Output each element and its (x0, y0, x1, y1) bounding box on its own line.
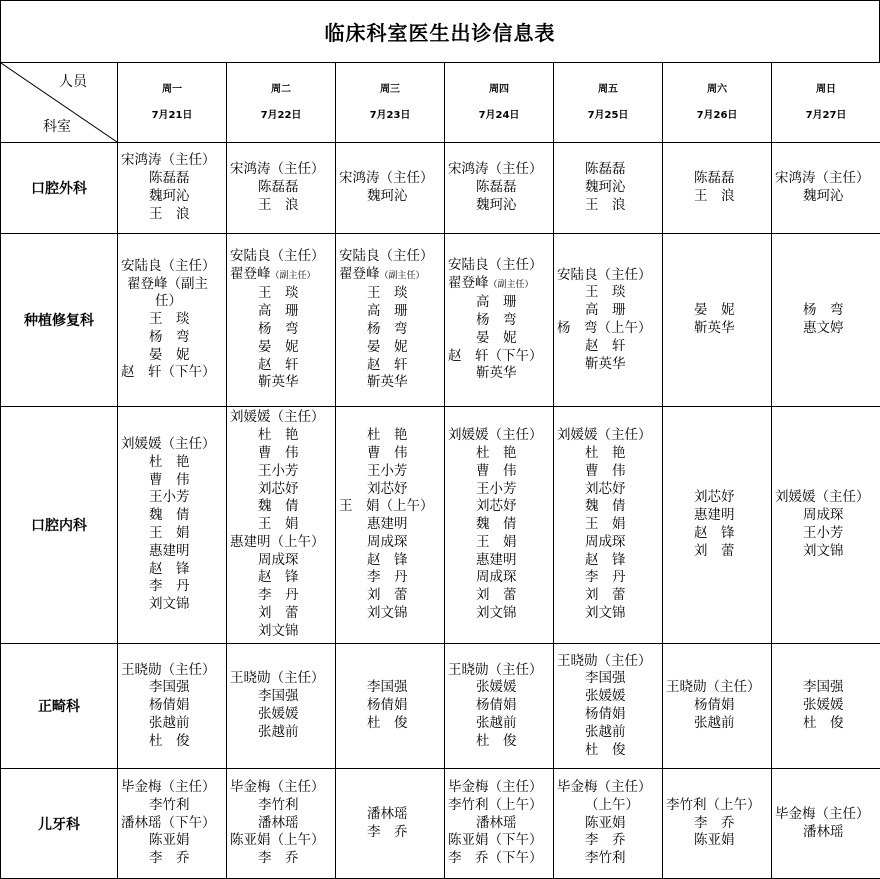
doctor: 赵 轩（下午） (121, 364, 216, 381)
doctor: 王小芳 (149, 489, 190, 506)
doctor: 陈磊磊 (476, 179, 517, 196)
doctor: 王 娟 (476, 533, 517, 550)
doctor: 杨 弯（上午） (557, 320, 652, 336)
doctor: 刘 蕾 (367, 587, 408, 604)
day-header (118, 63, 227, 143)
doctor: 靳英华 (476, 365, 517, 382)
schedule-cell (772, 234, 880, 407)
doctor: 杜 艳 (476, 444, 517, 461)
doctor: 李国强 (367, 679, 408, 696)
doctor: 赵 锋 (149, 560, 190, 577)
weekday: 周五 (598, 83, 618, 95)
doctor: 周成琛 (258, 551, 299, 568)
doctor: 高 珊 (585, 302, 626, 319)
doctor: 王 琰 (258, 285, 299, 302)
doctor: 王晓勋（主任） (230, 670, 325, 687)
doctor-with-title (448, 275, 550, 295)
doctor: 刘芯妤 (476, 498, 517, 515)
doctor: 李 乔 (585, 832, 626, 849)
doctor: 陈亚娟（上午） (230, 832, 325, 849)
doctor: 王 浪 (585, 196, 626, 213)
dept-name: 种植修复科 (1, 234, 118, 407)
doctor: 李竹利 (258, 796, 299, 813)
doctor: 刘 蕾 (476, 587, 517, 604)
doctor: 任） (155, 293, 182, 310)
dept-name: 口腔外科 (1, 143, 118, 234)
doctor: 魏 倩 (258, 498, 299, 515)
doctor: 杜 艳 (585, 444, 626, 461)
doctor: 刘媛媛（主任） (557, 427, 652, 444)
doctor: 安陆良（主任） (339, 247, 434, 264)
doctor: 刘文锦 (258, 622, 299, 639)
doctor: 李 丹 (149, 578, 190, 595)
doctor: 宋鸿涛（主任） (339, 170, 434, 187)
schedule-cell (227, 234, 336, 407)
schedule-cell (445, 143, 554, 234)
doctor: 刘文锦 (149, 596, 190, 613)
day-header (445, 63, 554, 143)
doctor: 安陆良（主任） (121, 257, 216, 274)
title-bar (0, 0, 880, 62)
doctor: 毕金梅（主任） (775, 805, 870, 822)
schedule-cell (772, 407, 880, 644)
day-header (772, 63, 880, 143)
doctor: 翟登峰 (448, 274, 489, 291)
doctor: 张媛媛 (585, 688, 626, 705)
doctor: 刘文锦 (585, 605, 626, 622)
schedule-cell (227, 407, 336, 644)
weekday: 周二 (271, 83, 291, 95)
doctor-with-title (339, 266, 441, 286)
doctor: 魏 倩 (476, 516, 517, 533)
doctor: 杨 弯 (476, 312, 517, 329)
doctor: 魏 倩 (149, 507, 190, 524)
doctor: 赵 轩（下午） (448, 347, 543, 364)
header-row (1, 63, 880, 143)
doctor: 张越前 (149, 714, 190, 731)
doctor: 杨倩娟 (585, 706, 626, 722)
corner-cell (1, 63, 118, 143)
doctor: 李竹利（上午） (666, 796, 761, 813)
doctor: 张媛媛 (476, 679, 517, 696)
doctor: 安陆良（主任） (230, 247, 325, 264)
doctor: 赵 锋 (585, 551, 626, 568)
doctor: 晏 妮 (258, 338, 299, 355)
doctor: 李 丹 (367, 569, 408, 586)
doctor: 周成琛 (367, 533, 408, 550)
schedule-cell (445, 407, 554, 644)
schedule-cell (118, 407, 227, 644)
doctor: 晏 妮 (367, 338, 408, 355)
doctor: 张媛媛 (258, 706, 299, 722)
doctor: 陈亚娟（下午） (448, 832, 543, 849)
doctor: 毕金梅（主任） (121, 779, 216, 795)
doctor: 赵 锋 (258, 569, 299, 586)
doctor: 杨倩娟 (694, 697, 735, 714)
date: 7月21日 (151, 109, 193, 121)
doctor: 刘媛媛（主任） (448, 427, 543, 444)
doctor-title: （副主任） (379, 270, 425, 281)
doctor: 陈磊磊 (149, 170, 190, 187)
doctor: 李 乔 (258, 850, 299, 867)
schedule-cell (118, 769, 227, 879)
doctor: 王 娟 (258, 516, 299, 533)
doctor: 毕金梅（主任） (557, 779, 652, 795)
schedule-cell (118, 644, 227, 769)
doctor: 曹 伟 (258, 444, 299, 461)
schedule-cell (336, 407, 445, 644)
doctor: 赵 轩 (258, 356, 299, 373)
doctor: 陈亚娟 (149, 832, 190, 849)
date: 7月24日 (478, 109, 520, 121)
schedule-cell (554, 769, 663, 879)
schedule-cell (336, 234, 445, 407)
doctor: 刘芯妤 (367, 480, 408, 497)
doctor: 刘媛媛（主任） (121, 436, 216, 453)
doctor: 曹 伟 (367, 444, 408, 461)
doctor: 杜 俊 (149, 732, 190, 749)
doctor: 陈磊磊 (694, 170, 735, 187)
doctor: 杨倩娟 (476, 697, 517, 714)
date: 7月23日 (369, 109, 411, 121)
schedule-cell (772, 769, 880, 879)
dept-name: 正畸科 (1, 644, 118, 769)
dept-row-implant (1, 234, 880, 407)
doctor: 刘媛媛（主任） (230, 409, 325, 426)
dept-row-orthodontics (1, 644, 880, 769)
doctor: 张媛媛 (803, 697, 844, 714)
doctor: 杨 弯 (149, 328, 190, 345)
doctor: 杜 俊 (585, 741, 626, 758)
doctor: 惠建明 (367, 516, 408, 533)
doctor: 赵 轩 (585, 337, 626, 354)
doctor-title: （副主任） (270, 270, 316, 281)
schedule-cell (336, 644, 445, 769)
doctor: 晏 妮 (149, 346, 190, 363)
doctor: 惠建明 (694, 507, 735, 524)
doctor: 靳英华 (367, 374, 408, 391)
doctor: 赵 轩 (367, 356, 408, 373)
day-header (336, 63, 445, 143)
doctor: 曹 伟 (476, 462, 517, 479)
doctor: 魏珂沁 (803, 188, 844, 204)
doctor: 李国强 (803, 679, 844, 696)
page-title: 临床科室医生出诊信息表 (324, 21, 556, 45)
doctor: 惠文婷 (803, 320, 844, 336)
schedule-table (0, 62, 880, 879)
schedule-cell (445, 234, 554, 407)
corner-bottom-label: 科室 (43, 119, 71, 135)
date: 7月22日 (260, 109, 302, 121)
doctor: 惠建明 (149, 542, 190, 559)
doctor: 王晓勋（主任） (121, 661, 216, 678)
doctor: 宋鸿涛（主任） (775, 170, 870, 187)
doctor: 晏 妮 (476, 329, 517, 346)
doctor: 王 琰 (367, 285, 408, 302)
doctor: 张越前 (585, 723, 626, 740)
doctor: 刘 蕾 (694, 542, 735, 559)
doctor: 李 丹 (585, 569, 626, 586)
date: 7月26日 (696, 109, 738, 121)
doctor: 陈磊磊 (585, 161, 626, 178)
doctor: 刘芯妤 (585, 480, 626, 497)
dept-name: 口腔内科 (1, 407, 118, 644)
schedule-cell (445, 769, 554, 879)
weekday: 周三 (380, 83, 400, 95)
schedule-cell (554, 644, 663, 769)
doctor-with-title (230, 266, 332, 286)
doctor: 魏珂沁 (149, 188, 190, 204)
doctor: 王 娟（上午） (339, 498, 434, 515)
doctor: 刘芯妤 (258, 480, 299, 497)
doctor: 刘文锦 (476, 605, 517, 622)
schedule-cell (227, 644, 336, 769)
doctor: 曹 伟 (585, 462, 626, 479)
doctor: 李竹利 (585, 850, 626, 867)
doctor: 杨 弯 (258, 321, 299, 337)
doctor: 李 乔（下午） (448, 850, 543, 867)
date: 7月27日 (805, 109, 847, 121)
schedule-cell (118, 234, 227, 407)
doctor: 宋鸿涛（主任） (230, 161, 325, 178)
doctor: 李竹利 (149, 796, 190, 813)
doctor: 李国强 (258, 688, 299, 705)
doctor: 李 乔 (694, 814, 735, 831)
doctor: 高 珊 (367, 303, 408, 320)
schedule-cell (227, 769, 336, 879)
doctor: 魏珂沁 (585, 179, 626, 196)
schedule-cell (336, 769, 445, 879)
day-header (227, 63, 336, 143)
day-header (663, 63, 772, 143)
doctor: 王 娟 (149, 525, 190, 541)
doctor: 潘林瑶（下午） (121, 814, 216, 831)
dept-row-oral-medicine (1, 407, 880, 644)
schedule-cell (118, 143, 227, 234)
doctor: 刘芯妤 (694, 489, 735, 506)
corner-top-label: 人员 (59, 74, 87, 90)
doctor: 王 浪 (149, 205, 190, 222)
doctor: 杜 俊 (367, 714, 408, 731)
doctor: 刘媛媛（主任） (775, 489, 870, 506)
doctor: 曹 伟 (149, 471, 190, 488)
weekday: 周一 (162, 83, 182, 95)
doctor: 魏珂沁 (476, 196, 517, 213)
doctor: 靳英华 (694, 320, 735, 336)
doctor-title: （副主任） (488, 279, 534, 290)
doctor: 惠建明（上午） (230, 533, 325, 550)
doctor: 李 乔 (367, 823, 408, 840)
doctor: 杜 艳 (149, 453, 190, 470)
doctor: 张越前 (694, 714, 735, 731)
doctor: 王 琰 (585, 284, 626, 301)
doctor: 潘林瑶 (803, 823, 844, 840)
dept-name: 儿牙科 (1, 769, 118, 879)
doctor: 翟登峰（副主 (127, 275, 208, 292)
doctor: 王 琰 (149, 311, 190, 328)
doctor: 高 珊 (476, 294, 517, 311)
doctor: 周成琛 (476, 569, 517, 586)
weekday: 周四 (489, 83, 509, 95)
doctor: 周成琛 (803, 507, 844, 524)
doctor: 王 浪 (258, 196, 299, 213)
doctor: 陈亚娟 (585, 814, 626, 831)
schedule-cell (663, 769, 772, 879)
doctor: 惠建明 (476, 551, 517, 568)
doctor: 周成琛 (585, 533, 626, 550)
schedule-cell (663, 143, 772, 234)
doctor: 潘林瑶 (258, 814, 299, 831)
doctor: 魏 倩 (585, 498, 626, 515)
doctor: 宋鸿涛（主任） (448, 161, 543, 178)
doctor: 杜 俊 (476, 732, 517, 749)
doctor: 王小芳 (367, 462, 408, 479)
schedule-cell (663, 407, 772, 644)
doctor: 王小芳 (476, 480, 517, 497)
schedule-cell (554, 234, 663, 407)
dept-row-pediatric (1, 769, 880, 879)
schedule-cell (772, 143, 880, 234)
doctor: 宋鸿涛（主任） (121, 152, 216, 169)
doctor: 王 浪 (694, 188, 735, 204)
doctor: 靳英华 (258, 374, 299, 391)
schedule-cell (227, 143, 336, 234)
doctor: 李国强 (585, 670, 626, 687)
doctor: 毕金梅（主任） (230, 779, 325, 795)
doctor: 刘文锦 (803, 542, 844, 559)
doctor: 杨 弯 (803, 302, 844, 319)
weekday: 周日 (816, 83, 836, 95)
doctor: 刘 蕾 (258, 605, 299, 622)
doctor: 靳英华 (585, 355, 626, 372)
doctor: 王晓勋（主任） (557, 652, 652, 669)
doctor: （上午） (585, 796, 639, 813)
doctor: 安陆良（主任） (448, 256, 543, 273)
schedule-cell (554, 407, 663, 644)
doctor: 陈磊磊 (258, 179, 299, 196)
doctor: 刘 蕾 (585, 587, 626, 604)
doctor: 陈亚娟 (694, 832, 735, 849)
doctor: 潘林瑶 (367, 805, 408, 822)
doctor: 李竹利（上午） (448, 796, 543, 813)
doctor: 杨倩娟 (367, 697, 408, 714)
day-header (554, 63, 663, 143)
schedule-cell (445, 644, 554, 769)
doctor: 魏珂沁 (367, 188, 408, 204)
doctor: 王晓勋（主任） (448, 661, 543, 678)
doctor: 张越前 (258, 723, 299, 740)
doctor: 杨倩娟 (149, 697, 190, 714)
doctor: 杜 俊 (803, 714, 844, 731)
doctor: 晏 妮 (694, 302, 735, 319)
schedule-cell (554, 143, 663, 234)
schedule-cell (336, 143, 445, 234)
doctor: 翟登峰 (230, 265, 271, 282)
doctor: 潘林瑶 (476, 814, 517, 831)
doctor: 杜 艳 (367, 427, 408, 444)
doctor: 王小芳 (803, 525, 844, 541)
doctor: 翟登峰 (339, 265, 380, 282)
doctor: 杜 艳 (258, 427, 299, 444)
doctor: 王小芳 (258, 462, 299, 479)
doctor: 张越前 (476, 714, 517, 731)
doctor: 李 乔 (149, 850, 190, 867)
schedule-cell (663, 234, 772, 407)
doctor: 高 珊 (258, 303, 299, 320)
doctor: 王晓勋（主任） (666, 679, 761, 696)
date: 7月25日 (587, 109, 629, 121)
dept-row-oral-surgery (1, 143, 880, 234)
doctor: 安陆良（主任） (557, 266, 652, 283)
doctor: 杨 弯 (367, 321, 408, 337)
weekday: 周六 (707, 83, 727, 95)
doctor: 李 丹 (258, 587, 299, 604)
doctor: 李国强 (149, 679, 190, 696)
schedule-cell (663, 644, 772, 769)
doctor: 赵 锋 (367, 551, 408, 568)
doctor: 赵 锋 (694, 525, 735, 541)
doctor: 王 娟 (585, 516, 626, 533)
doctor: 毕金梅（主任） (448, 779, 543, 795)
doctor: 刘文锦 (367, 605, 408, 622)
schedule-cell (772, 644, 880, 769)
